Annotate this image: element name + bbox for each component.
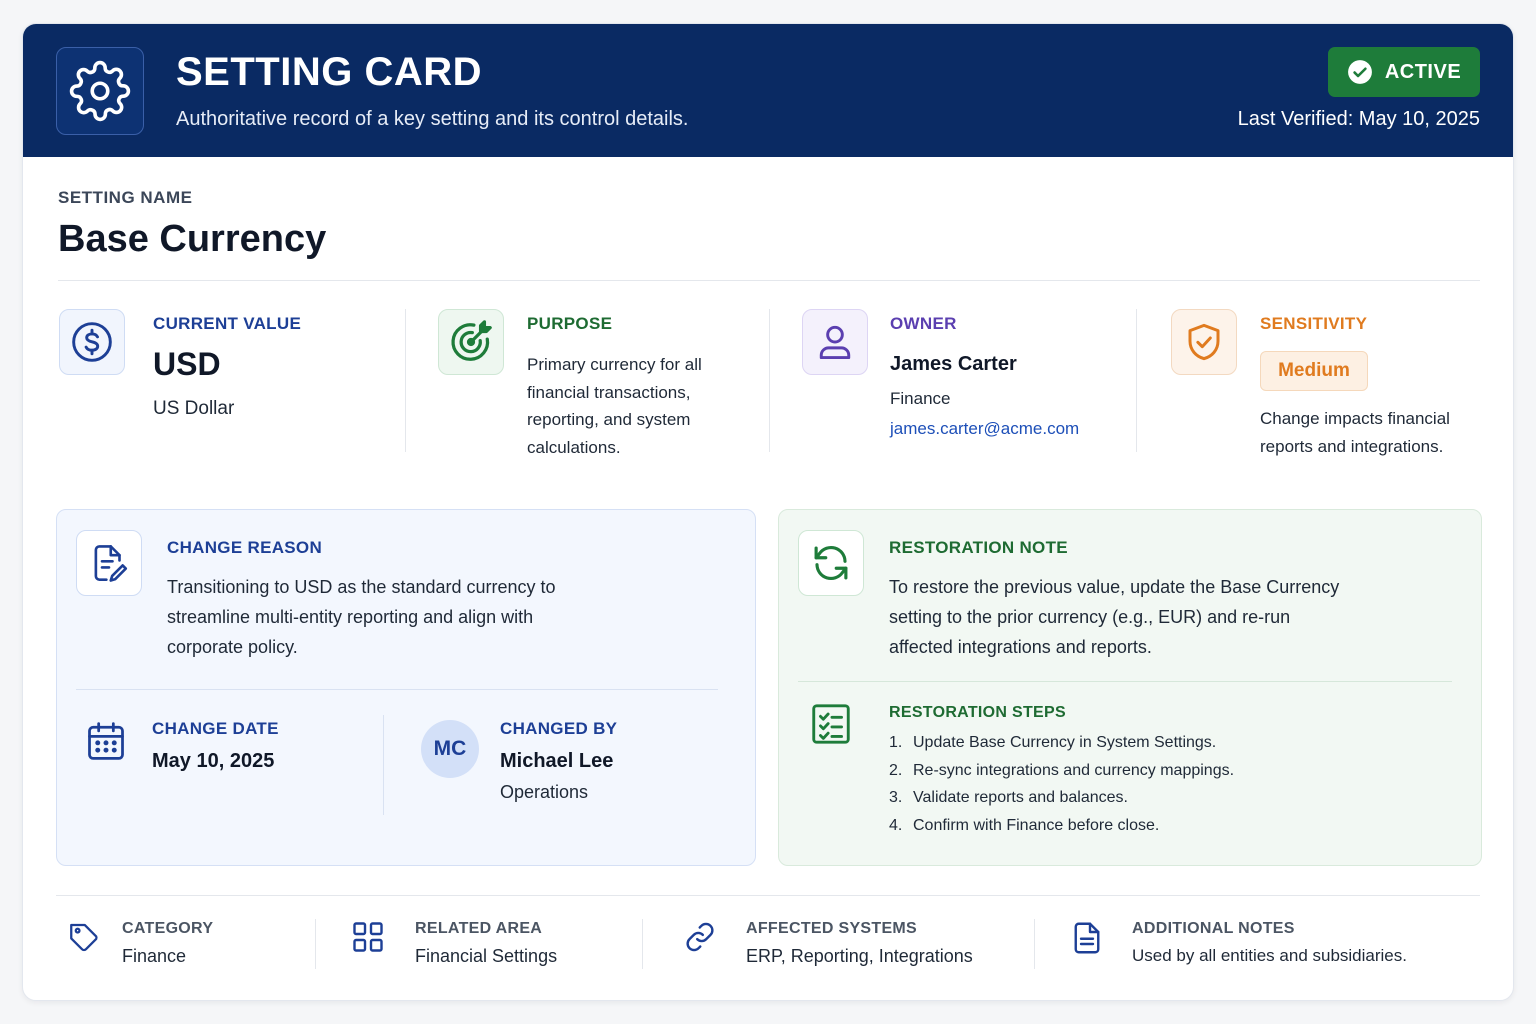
change-reason-line: corporate policy. — [167, 637, 298, 657]
purpose-line: financial transactions, — [527, 382, 691, 402]
related-area-label: RELATED AREA — [415, 920, 543, 937]
page-title: SETTING CARD — [176, 50, 482, 94]
checklist-icon — [808, 700, 854, 753]
check-circle-icon — [1347, 59, 1373, 85]
link-icon — [683, 920, 717, 959]
divider — [383, 715, 384, 815]
list-item — [889, 757, 1234, 785]
change-reason-line: Transitioning to USD as the standard currency to — [167, 577, 556, 597]
user-icon — [802, 309, 868, 375]
status-badge — [1328, 47, 1480, 97]
restoration-note-text — [889, 572, 1339, 662]
current-value-label: CURRENT VALUE — [153, 314, 302, 333]
step-text: Confirm with Finance before close. — [913, 816, 1160, 834]
change-reason-text — [167, 572, 556, 662]
restoration-note-line: To restore the previous value, update the Base Currency — [889, 577, 1340, 597]
status-label: ACTIVE — [1384, 60, 1462, 83]
affected-systems-value: ERP, Reporting, Integrations — [746, 946, 973, 966]
card-header — [23, 24, 1513, 157]
last-verified: Last Verified: May 10, 2025 — [1237, 108, 1480, 130]
sensitivity-line: Change impacts financial — [1260, 409, 1450, 428]
purpose-text — [527, 351, 702, 461]
sensitivity-line: reports and integrations. — [1260, 436, 1444, 456]
change-reason-line: streamline multi-entity reporting and align with — [167, 607, 534, 627]
dollar-icon — [59, 309, 125, 375]
sensitivity-text — [1260, 405, 1450, 460]
sensitivity-badge: Medium — [1260, 351, 1368, 391]
category-label: CATEGORY — [122, 920, 214, 937]
setting-name: Base Currency — [58, 218, 327, 260]
owner-name: James Carter — [890, 353, 1017, 375]
document-icon — [1069, 919, 1105, 962]
shield-check-icon — [1171, 309, 1237, 375]
sensitivity-label: SENSITIVITY — [1260, 314, 1368, 333]
setting-card — [22, 23, 1514, 1001]
change-reason-label: CHANGE REASON — [167, 538, 323, 557]
purpose-label: PURPOSE — [527, 314, 613, 333]
list-item — [889, 812, 1234, 840]
category-value: Finance — [122, 946, 187, 966]
edit-document-icon — [76, 530, 142, 596]
divider — [56, 895, 1480, 896]
step-number: 4. — [889, 816, 903, 834]
owner-department: Finance — [890, 389, 951, 408]
change-date-label: CHANGE DATE — [152, 719, 279, 738]
purpose-line: Primary currency for all — [527, 355, 702, 374]
page-subtitle: Authoritative record of a key setting and its control details. — [176, 108, 689, 130]
list-item — [889, 784, 1234, 812]
setting-name-label: SETTING NAME — [58, 188, 193, 207]
divider — [769, 309, 770, 452]
restoration-steps-label: RESTORATION STEPS — [889, 704, 1066, 721]
divider — [405, 309, 406, 452]
related-area-value: Financial Settings — [415, 946, 558, 966]
change-date-value: May 10, 2025 — [152, 750, 275, 772]
divider — [315, 919, 316, 969]
change-reason-panel — [56, 509, 756, 866]
step-text: Re-sync integrations and currency mappings. — [913, 761, 1235, 779]
refresh-icon — [798, 530, 864, 596]
step-number: 3. — [889, 789, 903, 806]
changed-by-label: CHANGED BY — [500, 719, 618, 738]
purpose-line: calculations. — [527, 437, 621, 457]
divider — [58, 280, 1480, 281]
gear-icon — [56, 47, 144, 135]
owner-email-link[interactable]: james.carter@acme.com — [890, 419, 1080, 438]
grid-icon — [350, 919, 386, 960]
additional-notes-label: ADDITIONAL NOTES — [1132, 920, 1295, 937]
tag-icon — [67, 920, 101, 959]
restoration-note-line: affected integrations and reports. — [889, 637, 1152, 657]
divider — [1034, 919, 1035, 969]
affected-systems-label: AFFECTED SYSTEMS — [746, 920, 918, 937]
divider — [1136, 309, 1137, 452]
purpose-line: reporting, and system — [527, 410, 691, 429]
additional-notes-value: Used by all entities and subsidiaries. — [1132, 946, 1407, 965]
step-text: Validate reports and balances. — [913, 789, 1128, 806]
divider — [798, 681, 1452, 682]
list-item — [889, 729, 1234, 757]
avatar: MC — [421, 720, 479, 778]
step-number: 2. — [889, 761, 903, 779]
restoration-panel — [778, 509, 1482, 866]
step-number: 1. — [889, 734, 903, 751]
current-value-description: US Dollar — [153, 398, 235, 419]
owner-label: OWNER — [890, 314, 957, 333]
step-text: Update Base Currency in System Settings. — [913, 734, 1217, 751]
divider — [76, 689, 718, 690]
current-value: USD — [153, 346, 221, 382]
divider — [642, 919, 643, 969]
restoration-note-line: setting to the prior currency (e.g., EUR) and re-run — [889, 607, 1291, 627]
target-icon — [438, 309, 504, 375]
changed-by-department: Operations — [500, 782, 589, 802]
changed-by-name: Michael Lee — [500, 750, 614, 772]
calendar-icon — [84, 718, 128, 769]
restoration-steps-list — [889, 729, 1234, 839]
restoration-note-label: RESTORATION NOTE — [889, 538, 1068, 557]
